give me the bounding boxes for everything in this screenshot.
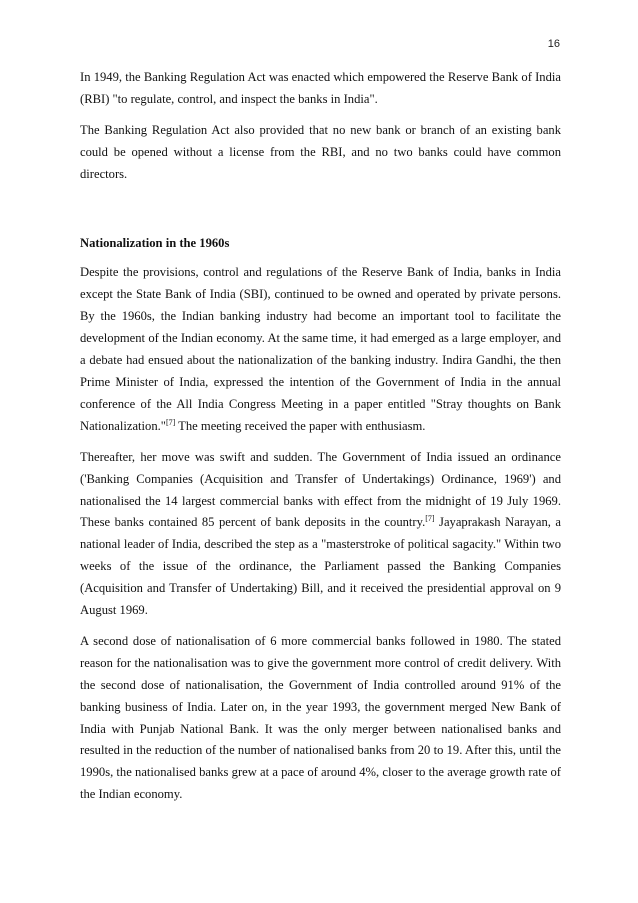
citation-reference[interactable]: [7]	[425, 514, 435, 524]
page-content	[80, 67, 561, 815]
paragraph-second-nationalisation: A second dose of nationalisation of 6 more commercial banks followed in 1980. The stated reason for the nationalisation was to give the government more control of credit delivery. With the second dose of nationalisation, the Government of India controlled around 91% of the banking business of India. Later on, in the year 1993, the government merged New Bank of India with Punjab National Bank. It was the only merger between nationalised banks and resulted in the reduction of the number of nationalised banks from 20 to 19. After this, until the 1990s, the nationalised banks grew at a pace of around 4%, closer to the average growth rate of the Indian economy.	[80, 633, 561, 802]
section-heading: Nationalization in the 1960s	[80, 235, 230, 250]
paragraph-text: The meeting received the paper with enthusiasm.	[175, 418, 426, 433]
paragraph-nationalization-background	[80, 262, 561, 437]
paragraph-license-provision: The Banking Regulation Act also provided that no new bank or branch of an existing bank could be opened without a license from the RBI, and no two banks could have common directors.	[80, 122, 561, 181]
paragraph-banking-regulation-act: In 1949, the Banking Regulation Act was enacted which empowered the Reserve Bank of India (RBI) "to regulate, control, and inspect the banks in India".	[80, 70, 561, 106]
page-number: 16	[547, 38, 560, 50]
paragraph-ordinance	[80, 447, 561, 622]
paragraph-text: Jayaprakash Narayan, a national leader of India, described the step as a "masterstroke of political sagacity." Within two weeks of the issue of the ordinance, the Parliament passed the Banking Companies (Acquisition and Transfer of Undertaking) Bill, and it received the presidential approval on 9 August 1969.	[80, 515, 561, 618]
paragraph-text: Despite the provisions, control and regulations of the Reserve Bank of India, banks in India except the State Bank of India (SBI), continued to be owned and operated by private persons. By the 1960s, the Indian banking industry had become an important tool to facilitate the development of the Indian economy. At the same time, it had emerged as a large employer, and a debate had ensued about the nationalization of the banking industry. Indira Gandhi, the then Prime Minister of India, expressed the intention of the Government of India in the annual conference of the All India Congress Meeting in a paper entitled "Stray thoughts on Bank Nationalization."	[80, 265, 561, 433]
paragraph-text: Thereafter, her move was swift and sudden. The Government of India issued an ordinance ('Banking Companies (Acquisition and Transfer of Undertakings) Ordinance, 1969') and nationalised the 14 largest commercial banks with effect from the midnight of 19 July 1969. These banks contained 85 percent of bank deposits in the country.	[80, 449, 561, 530]
citation-reference[interactable]: [7]	[165, 417, 176, 427]
